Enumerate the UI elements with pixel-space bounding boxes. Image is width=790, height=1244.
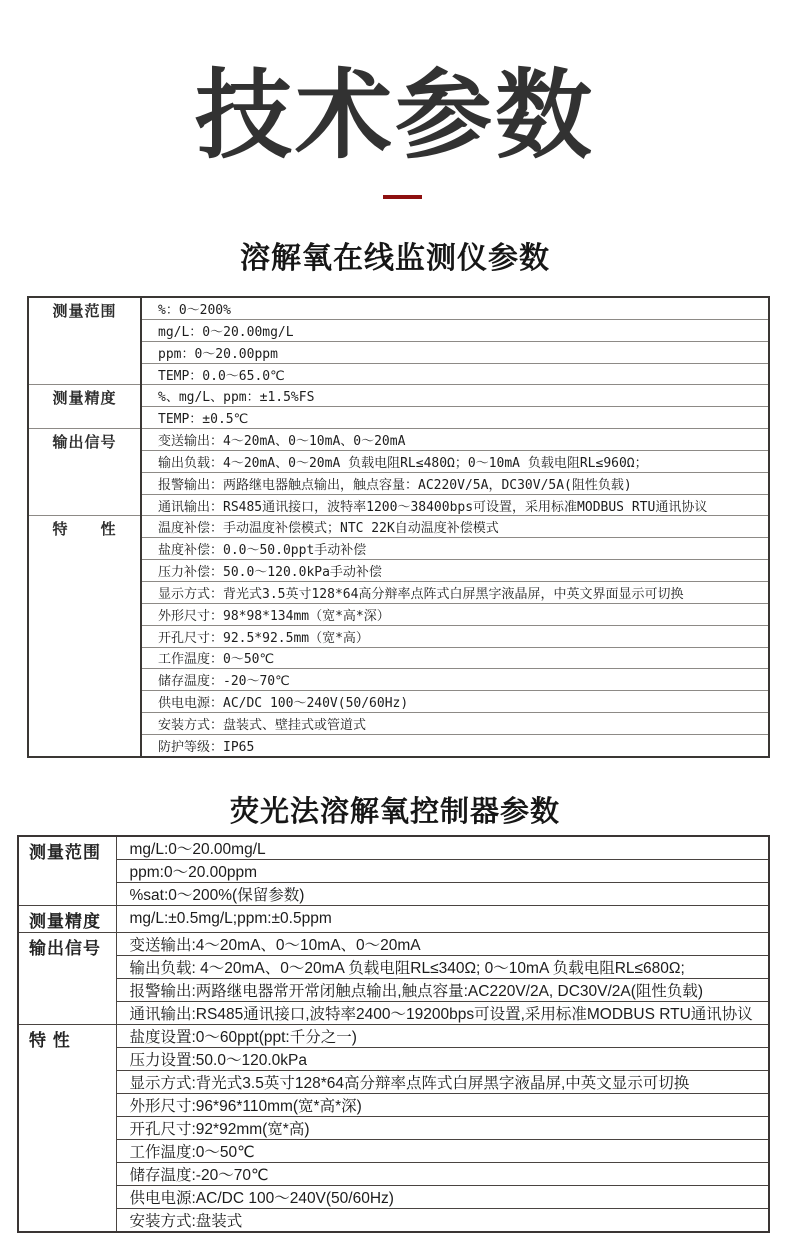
table-row [28, 297, 769, 319]
table-row [18, 956, 769, 979]
spec-value: 外形尺寸：98*98*134mm（宽*高*深） [141, 603, 769, 625]
spec-value: TEMP：±0.5℃ [141, 407, 769, 429]
spec-value: %、mg/L、ppm：±1.5%FS [141, 385, 769, 407]
table-row [18, 860, 769, 883]
table-row [18, 1094, 769, 1117]
table-row [18, 979, 769, 1002]
spec-value: 压力设置:50.0～120.0kPa [116, 1048, 769, 1071]
table-row [28, 385, 769, 407]
spec-value: 报警输出：两路继电器触点输出，触点容量：AC220V/5A，DC30V/5A(阻性负载) [141, 472, 769, 494]
table-row [18, 883, 769, 906]
table-row [18, 1025, 769, 1048]
spec-value: 储存温度:-20～70℃ [116, 1163, 769, 1186]
spec-value: ppm:0～20.00ppm [116, 860, 769, 883]
group-label-measure-range: 测量范围 [28, 297, 141, 385]
spec-value: 输出负载: 4～20mA、0～20mA 负载电阻RL≤340Ω; 0～10mA 负载电阻RL≤680Ω; [116, 956, 769, 979]
table-row [18, 1186, 769, 1209]
spec-value: %sat:0～200%(保留参数) [116, 883, 769, 906]
spec-value: 压力补偿：50.0～120.0kPa手动补偿 [141, 560, 769, 582]
group-label-characteristics: 特 性 [28, 516, 141, 757]
spec-value: 通讯输出：RS485通讯接口，波特率1200～38400bps可设置，采用标准MODBUS RTU通讯协议 [141, 494, 769, 516]
spec-value: 安装方式:盘装式 [116, 1209, 769, 1233]
spec-value: 工作温度：0～50℃ [141, 647, 769, 669]
title-underline-accent [383, 195, 422, 199]
spec-value: 温度补偿：手动温度补偿模式；NTC 22K自动温度补偿模式 [141, 516, 769, 538]
spec-value: 开孔尺寸:92*92mm(宽*高) [116, 1117, 769, 1140]
group-label-characteristics: 特 性 [18, 1025, 116, 1233]
spec-value: 工作温度:0～50℃ [116, 1140, 769, 1163]
spec-value: 报警输出:两路继电器常开常闭触点输出,触点容量:AC220V/2A, DC30V/2A(阻性负载) [116, 979, 769, 1002]
spec-value: 变送输出：4～20mA、0～10mA、0～20mA [141, 429, 769, 451]
spec-value: 供电电源：AC/DC 100～240V(50/60Hz) [141, 691, 769, 713]
table-row [18, 1071, 769, 1094]
spec-value: mg/L:0～20.00mg/L [116, 836, 769, 860]
spec-value: %：0～200% [141, 297, 769, 319]
group-label-output-signal: 输出信号 [18, 933, 116, 1025]
spec-value: 盐度补偿：0.0～50.0ppt手动补偿 [141, 538, 769, 560]
table-row [28, 516, 769, 538]
table-row [28, 429, 769, 451]
table-row [18, 1048, 769, 1071]
table-row [18, 933, 769, 956]
table-row [18, 1117, 769, 1140]
table-row [18, 1140, 769, 1163]
group-label-accuracy: 测量精度 [18, 906, 116, 933]
spec-table-fluorescence-do-controller [17, 835, 770, 1233]
spec-value: 显示方式：背光式3.5英寸128*64高分辩率点阵式白屏黑字液晶屏，中英文界面显示可切换 [141, 582, 769, 604]
spec-value: 防护等级：IP65 [141, 734, 769, 757]
spec-value: 外形尺寸:96*96*110mm(宽*高*深) [116, 1094, 769, 1117]
section2-heading: 荧光法溶解氧控制器参数 [229, 796, 560, 828]
spec-value: 盐度设置:0～60ppt(ppt:千分之一) [116, 1025, 769, 1048]
spec-value: mg/L:±0.5mg/L;ppm:±0.5ppm [116, 906, 769, 933]
spec-value: 输出负载：4～20mA、0～20mA 负载电阻RL≤480Ω；0～10mA 负载电阻RL≤960Ω； [141, 450, 769, 472]
spec-value: mg/L：0～20.00mg/L [141, 319, 769, 341]
spec-value: 通讯输出:RS485通讯接口,波特率2400～19200bps可设置,采用标准MODBUS RTU通讯协议 [116, 1002, 769, 1025]
table-row [18, 1002, 769, 1025]
spec-value: 变送输出:4～20mA、0～10mA、0～20mA [116, 933, 769, 956]
group-label-accuracy: 测量精度 [28, 385, 141, 429]
table-row [18, 1209, 769, 1233]
group-label-output-signal: 输出信号 [28, 429, 141, 516]
spec-value: ppm：0～20.00ppm [141, 341, 769, 363]
page-title: 技术参数 [195, 59, 595, 172]
spec-value: TEMP：0.0～65.0℃ [141, 363, 769, 385]
group-label-measure-range: 测量范围 [18, 836, 116, 906]
spec-value: 储存温度：-20～70℃ [141, 669, 769, 691]
spec-table-dissolved-oxygen-monitor [27, 296, 770, 758]
spec-value: 显示方式:背光式3.5英寸128*64高分辩率点阵式白屏黑字液晶屏,中英文显示可切换 [116, 1071, 769, 1094]
section1-heading: 溶解氧在线监测仪参数 [240, 242, 550, 275]
table-row [18, 906, 769, 933]
table-row [18, 1163, 769, 1186]
spec-value: 供电电源:AC/DC 100～240V(50/60Hz) [116, 1186, 769, 1209]
table-row [18, 836, 769, 860]
spec-value: 开孔尺寸：92.5*92.5mm（宽*高） [141, 625, 769, 647]
spec-value: 安装方式：盘装式、壁挂式或管道式 [141, 713, 769, 735]
